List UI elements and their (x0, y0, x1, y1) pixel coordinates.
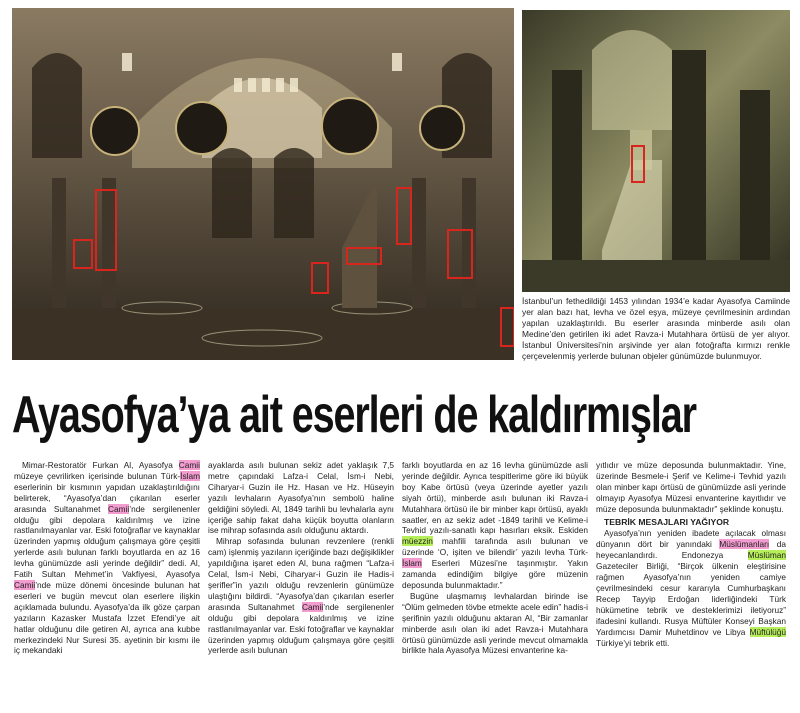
paragraph: Bugüne ulaşmamış levhalardan birinde ise “Ölüm gelmeden tövbe etmekte acele edin” hadis-i şerifinin yazılı olduğunu aktaran Al, “Bir zamanlar minberde asılı olan iki adet Ravza-i Mutahhara örtüsü günümüzde asli yerinde mevcut olmamakla birlikte hala Ayasofya Müzesi envanterine ka- (402, 590, 588, 656)
article-column-3 (402, 460, 588, 656)
photo-caption: İstanbul’un fethedildiği 1453 yılından 1934’e kadar Ayasofya Camiinde yer alan bazı hat, levha ve özel eşya, müzeye çevrilmesinin ardından yapılan uzaklaştırıldı. Bu eserler arasında minberde asılı olan Medine’den getirilen iki adet Ravza-i Mutahhara örtüsü de yer alıyor. İstanbul Üniversitesi’nin arşivinde yer alan fotoğrafta kırmızı renkle çerçevelenmiş yerlerde bulunan objeler günümüzde bulunmuyor. (522, 296, 790, 362)
highlight-term: müezzin (402, 536, 433, 547)
highlight-term: Müslümanları (719, 539, 770, 550)
highlight-term: Camii (302, 601, 324, 612)
paragraph: ayaklarda asılı bulunan sekiz adet yaklaşık 7,5 metre çapındaki Lafza-i Celal, İsm-i Nebi, Ciharyar-i Guzin ile Hz. Hasan ve Hz. Hüseyin yazılı levhaların Ayasofya’nın sembolü haline geldiğini söyledi. Al, 1849 tarihli bu levhalarla aynı içeriğe sahip fakat daha küçük boyutta olanların ise mihrap sofasında asılı olduğunu aktardı. (208, 460, 394, 536)
paragraph: Ayasofya’nın yeniden ibadete açılacak olması dünyanın dört bir yanındaki Müslümanları da heyecanlandırdı. Endonezya Müslüman Gazeteciler Birliği, “Birçok ülkenin eleştirisine rağmen Ayasofya’nın yeniden camiye çevrilmesindeki cesur kararıyla Cumhurbaşkanı Recep Tayyip Erdoğan liderliğindeki Türk hükümetine tebrik ve desteklerimizi iletiyoruz” ifadesini kullandı. Rusya Müftüler Konseyi Başkan Yardımcısı Damir Muhetdinov ve Libya Müftülüğü Türkiye’yi tebrik etti. (596, 528, 786, 648)
article-column-1 (14, 460, 200, 656)
highlight-term: Camii (14, 579, 36, 590)
paragraph: Mihrap sofasında bulunan revzenlere (renkli cam) işlenmiş yazıların içeriğinde bazı değişiklikler yapıldığına işaret eden Al, buna rağmen “Lafza-i Celal, İsm-i Nebi, Ciharyar-i Guzin ile Hadis-i şerifler”in yazılı olduğu revzenlerin günümüze ulaştığını bildirdi. “Ayasofya’dan çıkarılan eserler arasında Sultanahmet Camii’nde sergilenenler olduğu gibi depolara kaldırılmış ve izine rastlanılmayanlar var. Eski fotoğraflar ve kaynaklar üzerinden yapmış olduğum çalışmaya göre çeşitli yerlerde asılı bulunan (208, 536, 394, 656)
headline: Ayasofya’ya ait eserleri de kaldırmışlar (12, 385, 696, 444)
article-column-2 (208, 460, 394, 656)
article-column-4 (596, 460, 786, 648)
paragraph: Mimar-Restoratör Furkan Al, Ayasofya Camii müzeye çevrilirken içerisinde bulunan Türk-İslam eserlerinin bir kısmının yapıdan uzaklaştırıldığını belirterek, “Ayasofya’dan çıkarılan eserler arasında Sultanahmet Camii’nde sergilenenler olduğu gibi depolara kaldırılmış ve izine rastlanılmayanlar var. Eski fotoğraflar ve kaynaklar üzerinden yapmış olduğum çalışmaya göre çeşitli yerlerde asılı bulunan farklı boyutlarda en az 16 levha günümüzde asli yerinde değildir” dedi. Al, Fatih Sultan Mehmet’in Vakfiyesi, Ayasofya Camii’nde müze dönemi öncesinde bulunan hat eserleri ve bugün mevcut olan eserlere ilişkin açıklamada bulundu. Ayasofya’da ilk göze çarpan yazıların Kazasker Mustafa İzzet Efendi’ye ait hatlar olduğunu dile getiren Al, ayrıca ana kubbe merkezindeki Nur Suresi 35. ayetinin bir kısmı ile iç mekandaki (14, 460, 200, 656)
highlight-term: İslam (402, 558, 422, 569)
paragraph: yıtlıdır ve müze deposunda bulunmaktadır. Yine, üzerinde Besmele-i Şerif ve Kelime-i Tevhid yazılı olan minber kapı örtüsü de günümüzde asli yerinde olmayıp Ayasofya Müzesi envanterine kayıtlıdır ve müze deposunda bulunmaktadır” şeklinde konuştu. (596, 460, 786, 514)
paragraph: farklı boyutlarda en az 16 levha günümüzde asli yerinde değildir. Ayrıca tespitlerime göre iki büyük boy Kabe örtüsü (veya üzerinde ayetler yazılı siyah örtü), minberde asılı bulunan iki Ravza-i Mutahhara örtüsü ile bir minber kapı örtüsü, ayaklı saatler, en az sekiz adet -1849 tarihli ve Kelime-i Tevhid yazılı-sanatlı kapı hasırları eksik. Eskiden müezzin mahfili tarafında asılı bulunan ve üzerinde ‘O, işiten ve bilendir’ yazılı levha Türk-İslam Eserleri Müzesi’ne taşınmıştır. Yakın zamanda edindiğim bilgiye göre müzenin deposunda bulunmaktadır.” (402, 460, 588, 590)
highlight-term: Müftülüğü (749, 626, 786, 637)
highlight-term: Camii (178, 460, 200, 470)
hagia-sophia-interior-photo (12, 8, 514, 360)
interior-photo-drawing (12, 8, 514, 360)
highlight-term: Camii (108, 503, 130, 514)
minber-photo (522, 10, 790, 292)
minber-photo-drawing (522, 10, 790, 292)
section-subhead: TEBRİK MESAJLARI YAĞIYOR (604, 516, 730, 527)
highlight-term: İslam (180, 470, 200, 481)
highlight-term: Müslüman (747, 550, 786, 561)
